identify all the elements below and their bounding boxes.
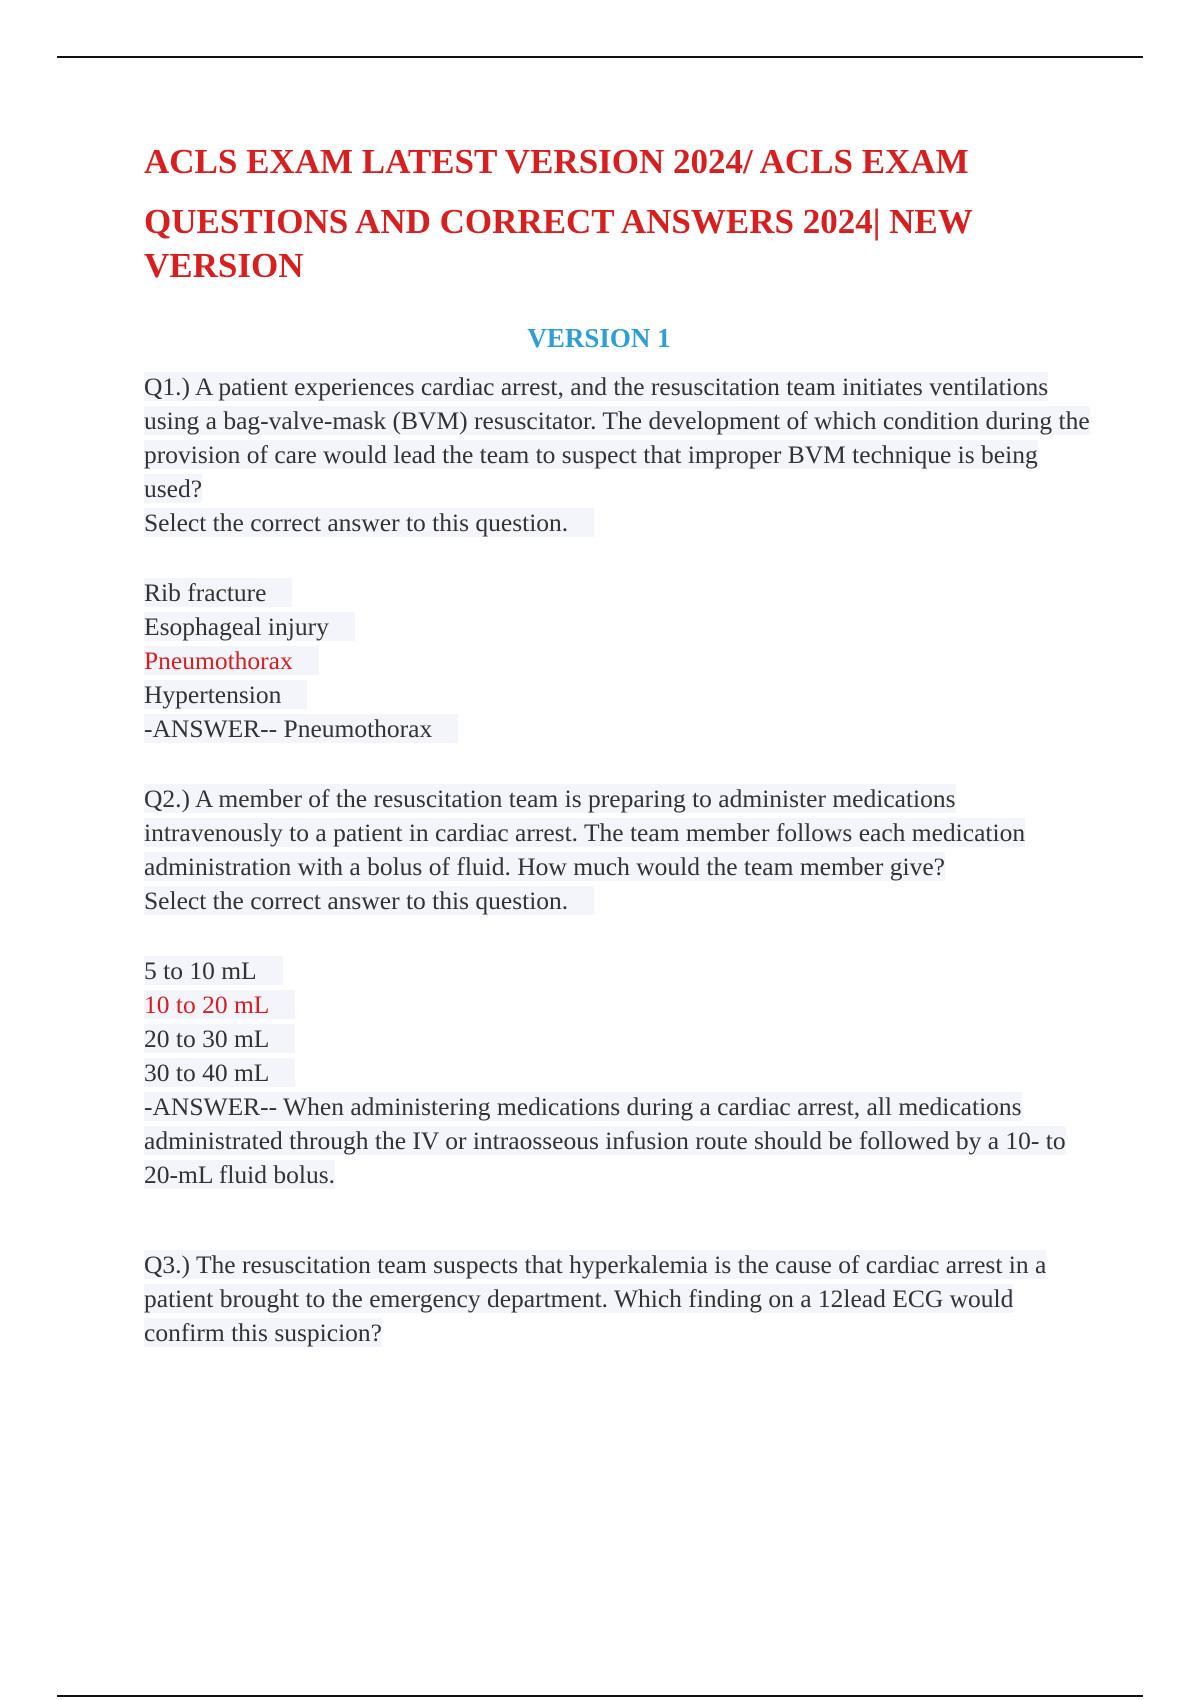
question-1-answer: -ANSWER-- Pneumothorax: [144, 712, 1094, 746]
question-1-options: [144, 576, 1094, 746]
option-item: Rib fracture: [144, 576, 1094, 610]
title-line-1: ACLS EXAM LATEST VERSION 2024/ ACLS EXAM: [144, 142, 969, 181]
question-3-prompt: Q3.) The resuscitation team suspects that hyperkalemia is the cause of cardiac arrest in a patient brought to the emergency department. Which finding on a 12lead ECG would confirm this suspicion?: [144, 1250, 1047, 1347]
title-line-2: QUESTIONS AND CORRECT ANSWERS 2024| NEW VERSION: [144, 202, 973, 285]
document-title: [144, 140, 1094, 288]
question-1-instruction: Select the correct answer to this question.: [144, 508, 594, 537]
option-item-correct: 10 to 20 mL: [144, 988, 1094, 1022]
question-3: [144, 1248, 1094, 1350]
bottom-rule: [57, 1695, 1143, 1697]
option-item: Esophageal injury: [144, 610, 1094, 644]
option-item-correct: Pneumothorax: [144, 644, 1094, 678]
question-2: [144, 782, 1094, 918]
version-heading: VERSION 1: [527, 323, 671, 353]
question-2-options: [144, 954, 1094, 1192]
document-body: [144, 140, 1094, 1350]
option-item: 5 to 10 mL: [144, 954, 1094, 988]
option-item: 30 to 40 mL: [144, 1056, 1094, 1090]
question-1-prompt: Q1.) A patient experiences cardiac arrest, and the resuscitation team initiates ventilations using a bag-valve-mask (BVM) resuscitator. The development of which condition during the provision of care would lead the team to suspect that improper BVM technique is being used?: [144, 372, 1090, 503]
question-1: [144, 370, 1094, 540]
question-2-instruction: Select the correct answer to this question.: [144, 886, 594, 915]
option-item: 20 to 30 mL: [144, 1022, 1094, 1056]
top-rule: [57, 56, 1143, 58]
option-item: Hypertension: [144, 678, 1094, 712]
question-2-prompt: Q2.) A member of the resuscitation team is preparing to administer medications intravenously to a patient in cardiac arrest. The team member follows each medication administration with a bolus of fluid. How much would the team member give?: [144, 784, 1026, 881]
question-2-answer: -ANSWER-- When administering medications during a cardiac arrest, all medications administrated through the IV or intraosseous infusion route should be followed by a 10- to 20-mL fluid bolus.: [144, 1092, 1066, 1189]
